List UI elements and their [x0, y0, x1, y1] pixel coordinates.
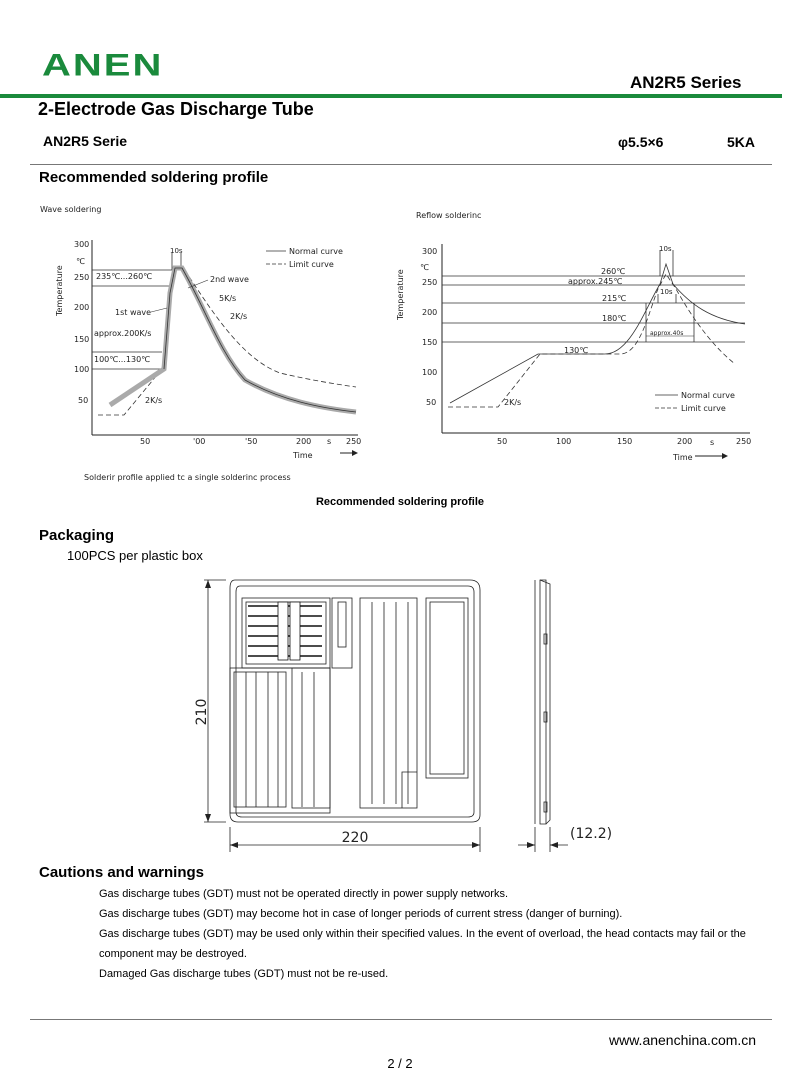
reflow-xtick-100: 100 — [556, 437, 572, 446]
soldering-heading: Recommended soldering profile — [39, 169, 269, 186]
wave-limit-curve — [98, 266, 356, 415]
wave-normal-curve — [110, 268, 356, 412]
wave-title: Wave soldering — [40, 205, 102, 214]
wave-label-10s: 10s — [170, 247, 183, 255]
wave-xtick-150: '50 — [245, 437, 258, 446]
cautions-list — [99, 884, 779, 984]
reflow-xtick-50: 50 — [497, 437, 508, 446]
wave-ylabel: Temperature — [55, 265, 64, 316]
wave-ytick-200: 200 — [74, 303, 90, 312]
pack-dim-depth: (12.2) — [570, 826, 613, 842]
wave-xunit: s — [327, 437, 332, 446]
reflow-ytick-200: 200 — [422, 308, 438, 317]
wave-ytick-50: 50 — [78, 396, 89, 405]
wave-xtick-200: 200 — [296, 437, 312, 446]
caution-item: Damaged Gas discharge tubes (GDT) must not be re-used. — [99, 968, 389, 980]
caution-item: Gas discharge tubes (GDT) must not be operated directly in power supply networks. — [99, 888, 509, 900]
wave-label-5ks: 5K/s — [219, 294, 237, 303]
reflow-xtick-250: 250 — [736, 437, 752, 446]
reflow-label-10s-mid: 10s — [660, 288, 673, 296]
reflow-ytick-100: 100 — [422, 368, 438, 377]
page-number: 2 / 2 — [387, 1056, 413, 1071]
pack-dim-width: 220 — [341, 830, 369, 846]
reflow-ytick-250: 250 — [422, 278, 438, 287]
wave-label-approx200: approx.200K/s — [94, 329, 152, 338]
reflow-xtick-200: 200 — [677, 437, 693, 446]
reflow-label-130: 130℃ — [564, 346, 589, 355]
wave-label-preheat: 100℃...130℃ — [94, 355, 151, 364]
reflow-label-2ks: 2K/s — [504, 398, 522, 407]
reflow-ytick-300: 300 — [422, 247, 438, 256]
reflow-label-approx40: approx.40s — [650, 330, 684, 337]
wave-soldering-chart — [40, 198, 370, 488]
reflow-label-215: 215℃ — [602, 294, 627, 303]
wave-xtick-100: '00 — [193, 437, 206, 446]
pack-dim-height: 210 — [194, 698, 210, 726]
soldering-caption: Recommended soldering profile — [315, 496, 485, 508]
series-label: AN2R5 Series — [630, 73, 742, 92]
reflow-xtick-150: 150 — [617, 437, 633, 446]
wave-label-2ks-a: 2K/s — [230, 312, 248, 321]
anen-logo: ANEN — [42, 48, 164, 83]
wave-yunit: ℃ — [76, 257, 85, 266]
wave-ytick-150: 150 — [74, 335, 90, 344]
reflow-label-260: 260℃ — [601, 267, 626, 276]
reflow-ytick-150: 150 — [422, 338, 438, 347]
reflow-label-10s-top: 10s — [659, 245, 672, 253]
reflow-legend-limit: Limit curve — [681, 404, 726, 413]
reflow-ylabel: Temperature — [396, 269, 405, 320]
dimension-label: φ5.5×6 — [618, 134, 664, 150]
reflow-label-245: approx.245℃ — [568, 277, 623, 286]
website-url: www.anenchina.com.cn — [609, 1032, 757, 1048]
reflow-limit-curve — [448, 274, 735, 407]
product-title: 2-Electrode Gas Discharge Tube — [38, 99, 314, 119]
serie-label: AN2R5 Serie — [43, 133, 128, 149]
reflow-title: Reflow solderinc — [416, 211, 482, 220]
wave-label-2nd-wave: 2nd wave — [210, 275, 249, 284]
reflow-xunit: s — [710, 438, 715, 447]
reflow-legend-normal: Normal curve — [681, 391, 735, 400]
packaging-text: 100PCS per plastic box — [67, 548, 203, 563]
wave-ytick-300: 300 — [74, 240, 90, 249]
reflow-label-180: 180℃ — [602, 314, 627, 323]
wave-xlabel: Time — [293, 451, 313, 460]
wave-footnote: Solderir profile applied tc a single solderinc process — [84, 473, 291, 482]
packaging-drawing — [190, 572, 630, 857]
wave-legend-limit: Limit curve — [289, 260, 334, 269]
caution-item: Gas discharge tubes (GDT) may become hot in case of longer periods of current stress (danger of burning). — [99, 908, 623, 920]
wave-ytick-100: 100 — [74, 365, 90, 374]
wave-ytick-250: 250 — [74, 273, 90, 282]
reflow-soldering-chart — [390, 204, 765, 464]
wave-xtick-50: 50 — [140, 437, 151, 446]
reflow-xlabel: Time — [673, 453, 693, 462]
current-rating: 5KA — [727, 134, 756, 150]
caution-item: Gas discharge tubes (GDT) may be used only within their specified values. In the event of overload, the head contacts may fail or the component may be destroyed. — [99, 928, 746, 960]
footer-divider — [30, 1019, 772, 1020]
wave-legend-normal: Normal curve — [289, 247, 343, 256]
header-green-rule — [0, 94, 782, 98]
header-divider — [30, 164, 772, 165]
wave-label-peak: 235℃...260℃ — [96, 272, 153, 281]
wave-xtick-250: 250 — [346, 437, 362, 446]
packaging-heading: Packaging — [39, 527, 115, 544]
reflow-ytick-50: 50 — [426, 398, 437, 407]
wave-label-2ks-b: 2K/s — [145, 396, 163, 405]
reflow-yunit: ℃ — [420, 263, 429, 272]
cautions-heading: Cautions and warnings — [39, 864, 205, 881]
wave-label-1st-wave: 1st wave — [115, 308, 152, 317]
